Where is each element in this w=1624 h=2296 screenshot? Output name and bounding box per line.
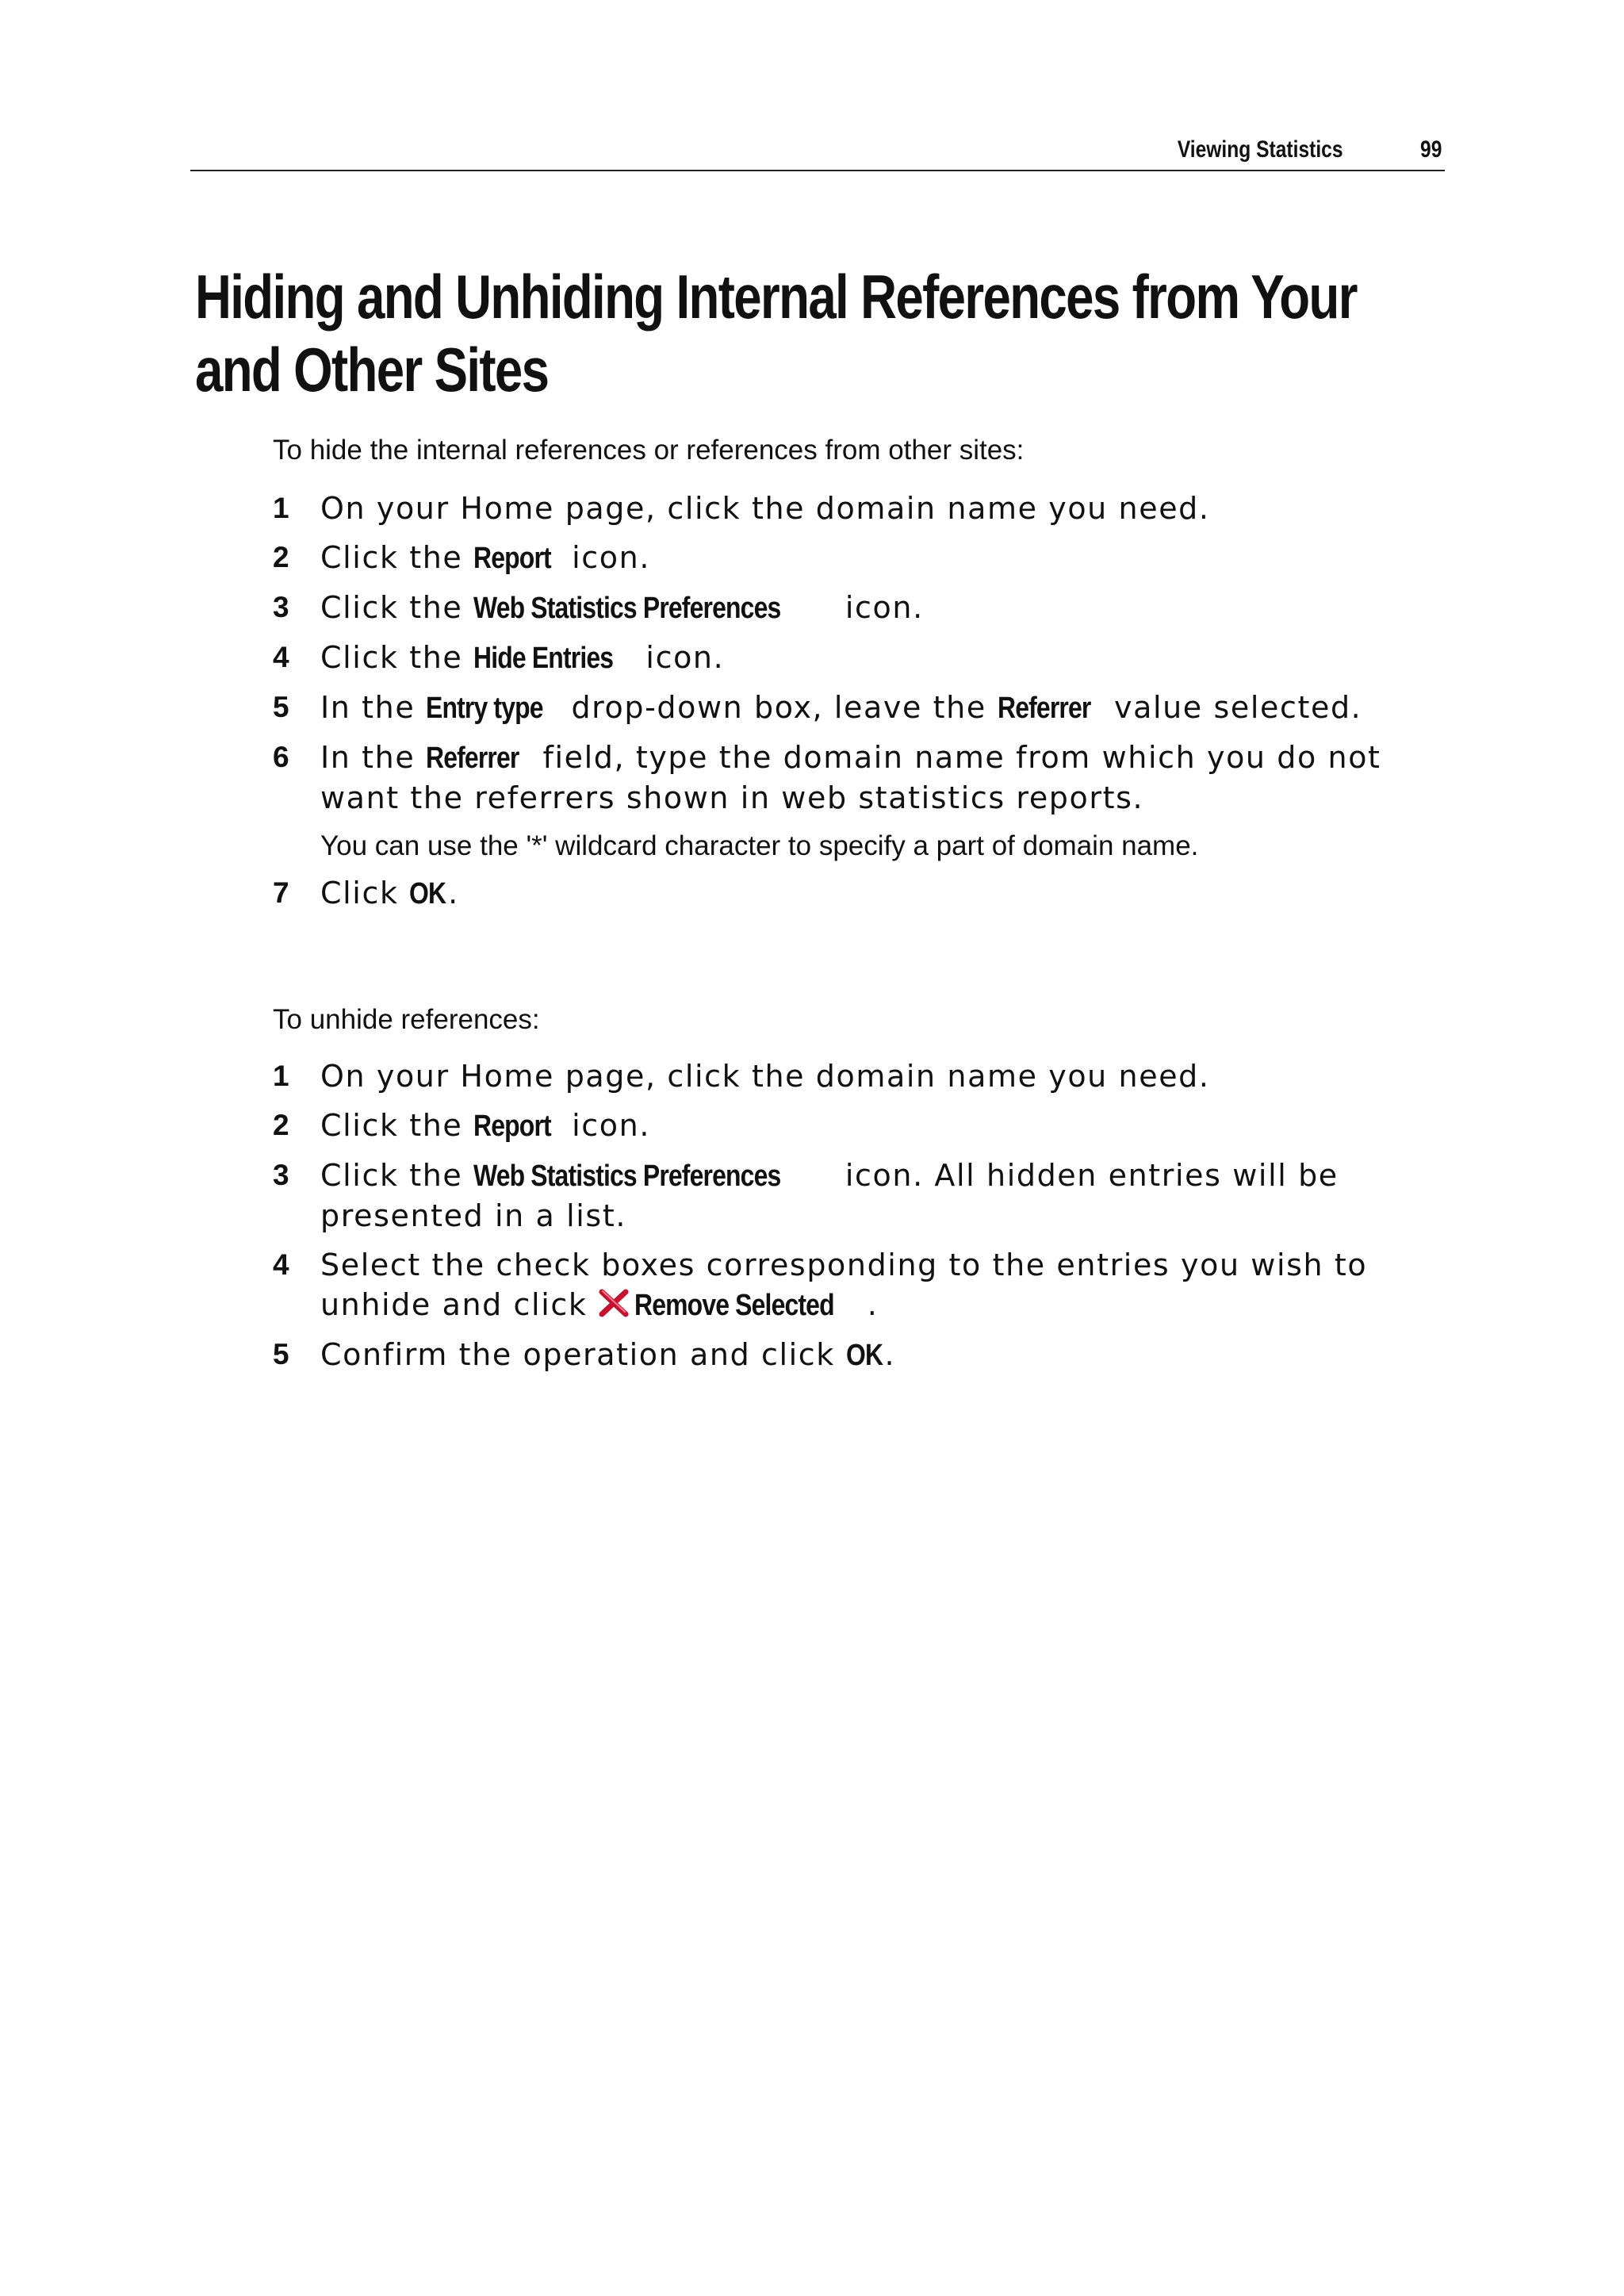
page-title: Hiding and Unhiding Internal References from Your and Other Sites: [195, 262, 1357, 404]
page-number: 99: [1419, 136, 1442, 163]
step-text: Click the: [320, 640, 474, 675]
unhide-steps-list: [273, 1056, 1462, 1385]
running-header: [190, 133, 1445, 171]
step-text: On your Home page, click the domain name you need.: [320, 1059, 1210, 1094]
step-text: Click the: [320, 1108, 474, 1143]
list-item: [273, 688, 1462, 728]
ui-term-ok: OK: [409, 877, 446, 910]
step-number: 6: [273, 741, 289, 773]
ui-term-web-statistics-preferences: Web Statistics Preferences: [473, 1159, 781, 1193]
list-item: [273, 588, 1462, 628]
list-item: [273, 1156, 1462, 1236]
step-text: On your Home page, click the domain name you need.: [320, 491, 1210, 526]
step-text: icon.: [834, 590, 924, 625]
list-item: [273, 1335, 1462, 1375]
ui-term-referrer: Referrer: [997, 692, 1091, 725]
ui-term-ok: OK: [845, 1339, 883, 1372]
step-text: Click the: [320, 1158, 474, 1193]
step-text: value selected.: [1103, 690, 1362, 725]
step-number: 1: [273, 1060, 289, 1092]
list-item: [273, 1245, 1462, 1325]
step-text: .: [884, 1337, 896, 1372]
step-text: Click: [320, 876, 410, 910]
ui-term-web-statistics-preferences: Web Statistics Preferences: [473, 592, 781, 625]
step-text: Click the: [320, 540, 474, 575]
list-item: [273, 638, 1462, 678]
step-number: 1: [273, 492, 289, 524]
list-item: [273, 738, 1462, 864]
step-number: 5: [273, 691, 289, 723]
step-text: In the: [320, 740, 427, 775]
step-text: Confirm the operation and click: [320, 1337, 846, 1372]
step-number: 2: [273, 1109, 289, 1141]
unhide-intro: To unhide references:: [273, 1004, 540, 1035]
step-text: icon. All hidden entries will be presented in a list.: [320, 1158, 1339, 1233]
step-text: field, type the domain name from which you do not want the referrers shown in web statistics reports.: [320, 740, 1381, 815]
list-item: [273, 1056, 1462, 1096]
step-text: .: [448, 876, 459, 910]
step-text: Select the check boxes corresponding to the entries you wish to unhide and click: [320, 1248, 1368, 1322]
step-number: 4: [273, 1248, 289, 1281]
ui-term-remove-selected: Remove Selected: [634, 1289, 834, 1322]
step-text: Click the: [320, 590, 474, 625]
step-text: In the: [320, 690, 427, 725]
step-number: 2: [273, 541, 289, 573]
step-text: icon.: [561, 540, 650, 575]
step-number: 5: [273, 1338, 289, 1370]
header-section-title: Viewing Statistics: [1178, 136, 1343, 163]
step-number: 3: [273, 1159, 289, 1191]
step-text: drop-down box, leave the: [560, 690, 998, 725]
ui-term-report: Report: [473, 542, 551, 575]
ui-term-referrer: Referrer: [426, 742, 519, 775]
ui-term-hide-entries: Hide Entries: [473, 642, 614, 675]
step-text: .: [867, 1287, 879, 1322]
list-item: [273, 1106, 1462, 1146]
hide-steps-list: [273, 489, 1462, 923]
list-item: [273, 538, 1462, 578]
list-item: [273, 489, 1462, 528]
remove-x-icon: [598, 1288, 630, 1318]
step-note: You can use the '*' wildcard character to specify a part of domain name.: [320, 830, 1199, 861]
list-item: [273, 873, 1462, 914]
step-text: icon.: [634, 640, 725, 675]
hide-intro: To hide the internal references or references from other sites:: [273, 435, 1025, 466]
ui-term-report: Report: [473, 1110, 551, 1143]
ui-term-entry-type: Entry type: [426, 692, 543, 725]
step-number: 4: [273, 641, 289, 673]
step-number: 3: [273, 591, 289, 623]
step-text: icon.: [561, 1108, 650, 1143]
step-number: 7: [273, 876, 289, 909]
